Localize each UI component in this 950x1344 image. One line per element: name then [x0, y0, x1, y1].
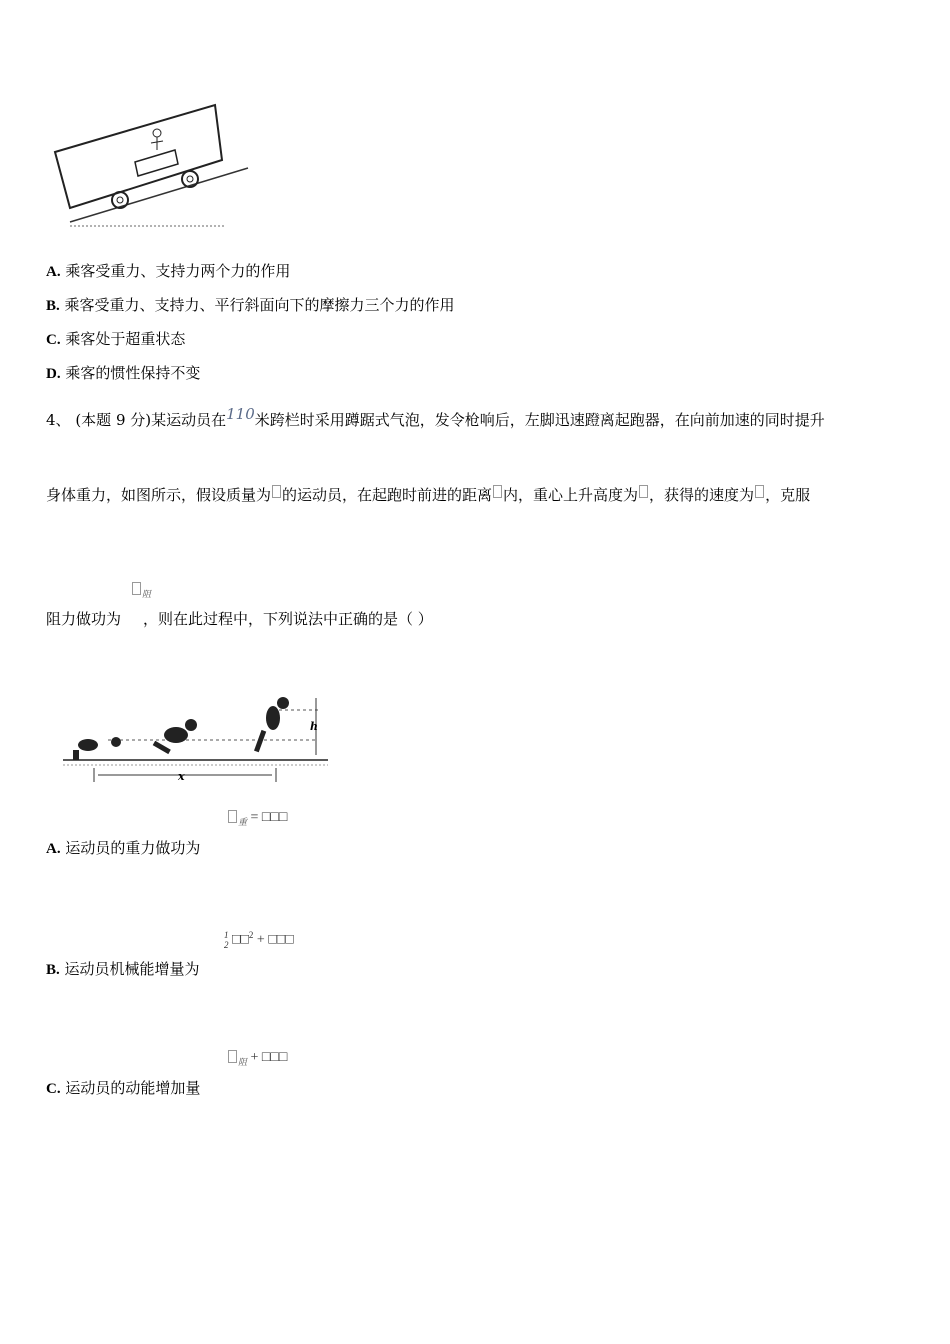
q3-option-a: A. 乘客受重力、支持力两个力的作用 [46, 262, 291, 280]
q4-line3: 阻力做功为 ，则在此过程中，下列说法中正确的是（ ） [46, 610, 433, 628]
svg-text:h: h [310, 720, 318, 733]
q4-option-c: C. 运动员的动能增加量 [46, 1079, 201, 1097]
q3-option-d: D. 乘客的惯性保持不变 [46, 364, 201, 382]
q4-option-c-formula: $_阻$ + □□□ [227, 1050, 287, 1068]
incline-car-figure [50, 100, 255, 232]
q4-line2: 身体重力，如图所示，假设质量为 的运动员，在起跑时前进的距离 内，重心上升高度为 ，获得的速度为 ，克服 [46, 486, 811, 504]
q3-option-b: B. 乘客受重力、支持力、平行斜面向下的摩擦力三个力的作用 [46, 296, 455, 314]
q4-option-a: A. 运动员的重力做功为 [46, 839, 201, 857]
q4-work-symbol: 阻 [131, 582, 151, 600]
svg-text:x: x [178, 770, 185, 783]
q4-option-b-formula: 1 2 □□$^2$ + □□□ [224, 930, 294, 951]
sprinter-figure [58, 690, 333, 785]
q4-option-a-formula: $_重$ = □□□ [227, 810, 287, 828]
q4-line1: 4、 (本题 9 分)某运动员在110米跨栏时采用蹲踞式气泡，发令枪响后，左脚迅速蹬离起跑器，在向前加速的同时提升 [46, 405, 825, 429]
q4-option-b: B. 运动员机械能增量为 [46, 960, 200, 978]
q3-option-c: C. 乘客处于超重状态 [46, 330, 186, 348]
